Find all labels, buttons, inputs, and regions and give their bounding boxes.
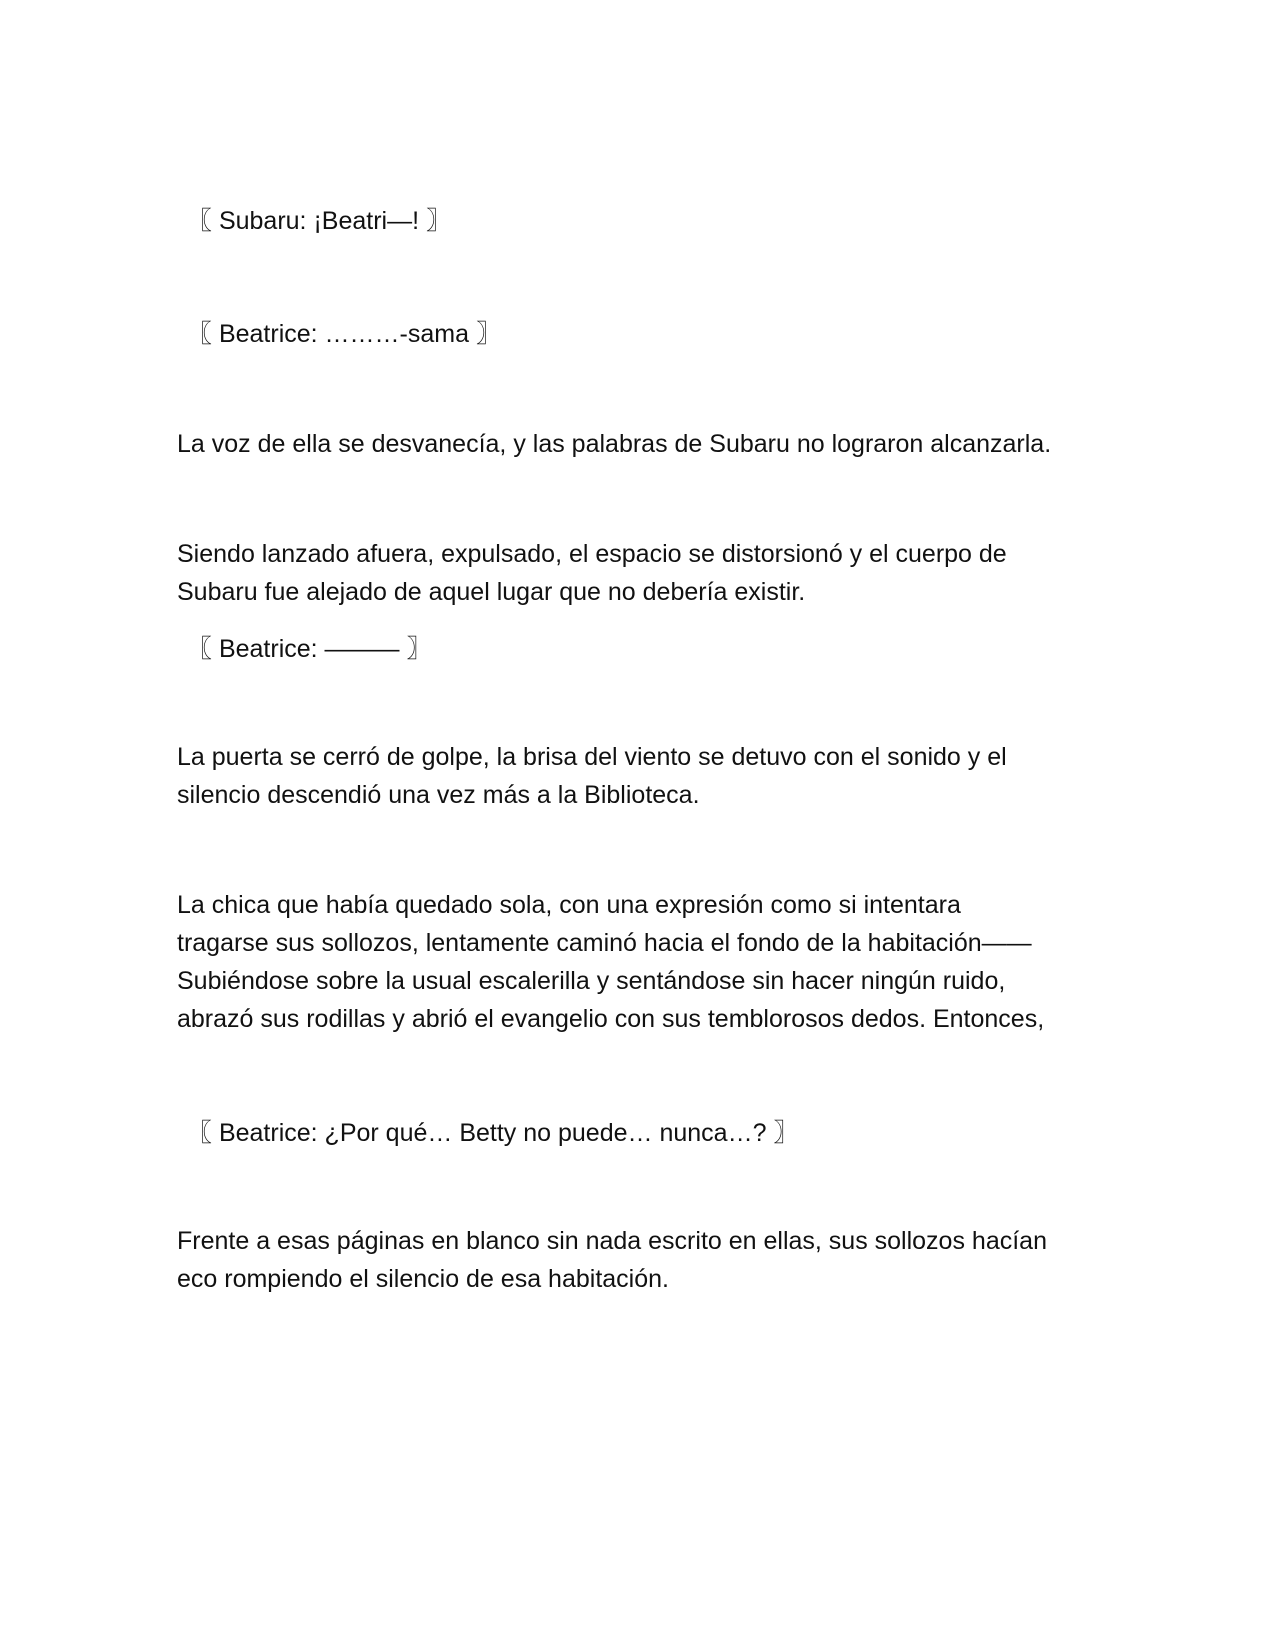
paragraph-expelled-line-1: Siendo lanzado afuera, expulsado, el espacio se distorsionó y el cuerpo de	[177, 540, 1007, 568]
paragraph-girl-line-1: La chica que había quedado sola, con una expresión como si intentara	[177, 891, 961, 919]
dialogue-beatrice-sama: 〖 Beatrice: ………-sama 〗	[187, 320, 501, 348]
paragraph-girl-line-4: abrazó sus rodillas y abrió el evangelio con sus temblorosos dedos. Entonces,	[177, 1005, 1045, 1033]
paragraph-pages-line-1: Frente a esas páginas en blanco sin nada escrito en ellas, sus sollozos hacían	[177, 1227, 1047, 1255]
paragraph-door-line-1: La puerta se cerró de golpe, la brisa del viento se detuvo con el sonido y el	[177, 743, 1007, 771]
paragraph-girl-line-3: Subiéndose sobre la usual escalerilla y sentándose sin hacer ningún ruido,	[177, 967, 1006, 995]
dialogue-beatrice-dash: 〖 Beatrice: ——— 〗	[187, 635, 432, 663]
paragraph-girl-line-2: tragarse sus sollozos, lentamente caminó hacia el fondo de la habitación——	[177, 929, 1032, 957]
dialogue-subaru: 〖 Subaru: ¡Beatri—! 〗	[187, 207, 451, 235]
dialogue-beatrice-why: 〖 Beatrice: ¿Por qué… Betty no puede… nunca…? 〗	[187, 1119, 799, 1147]
paragraph-pages-line-2: eco rompiendo el silencio de esa habitación.	[177, 1265, 669, 1293]
paragraph-expelled-line-2: Subaru fue alejado de aquel lugar que no debería existir.	[177, 578, 806, 606]
paragraph-door-line-2: silencio descendió una vez más a la Biblioteca.	[177, 781, 700, 809]
paragraph-voice-fading: La voz de ella se desvanecía, y las palabras de Subaru no lograron alcanzarla.	[177, 430, 1052, 458]
